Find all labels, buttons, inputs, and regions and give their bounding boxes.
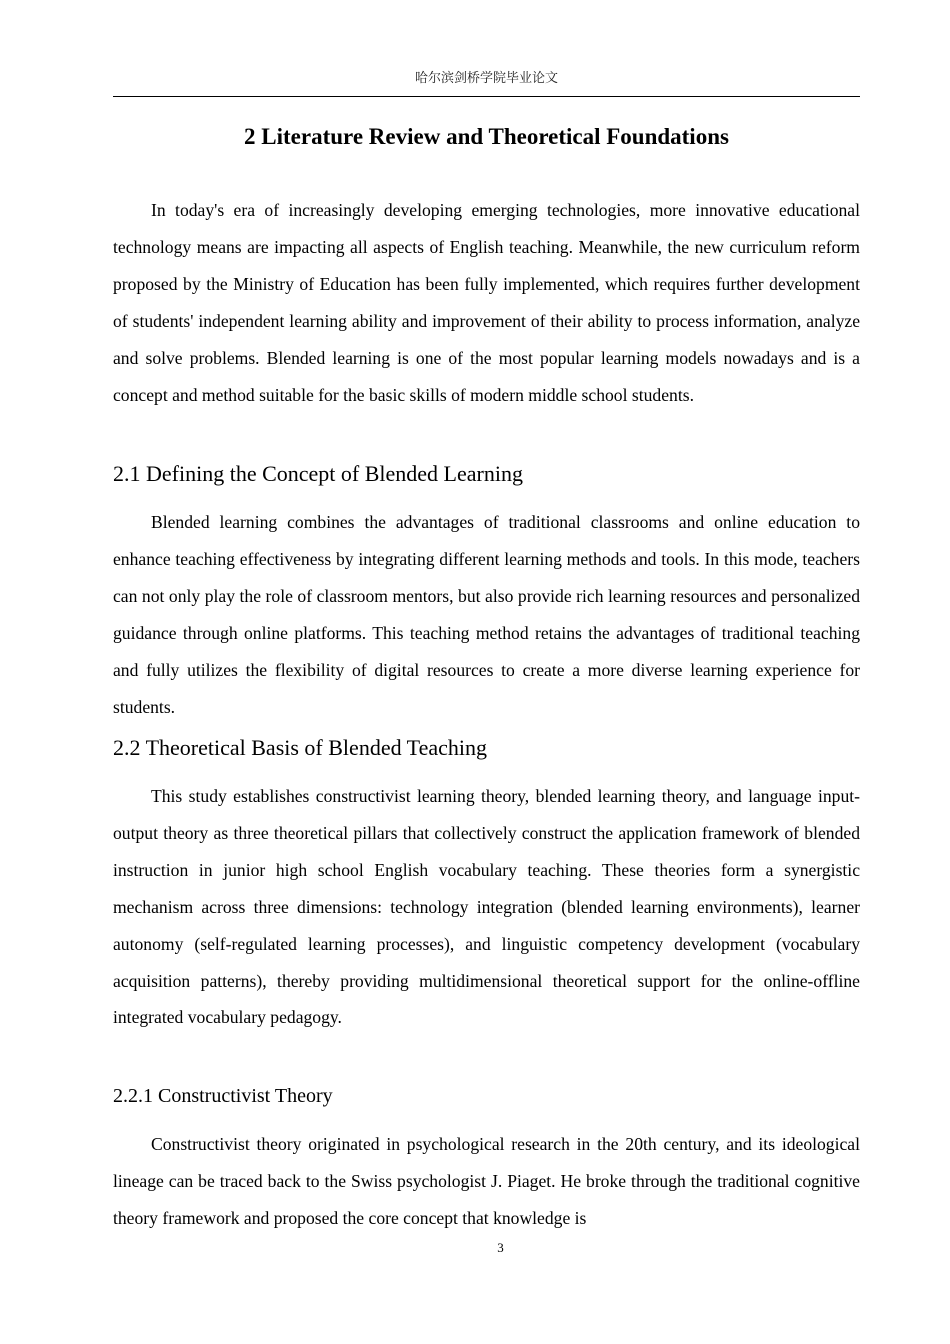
section-2-2-heading: 2.2 Theoretical Basis of Blended Teaching [113,735,487,760]
running-header: 哈尔滨剑桥学院毕业论文 [414,71,558,86]
chapter-intro-paragraph: In today's era of increasingly developing emerging technologies, more innovative educational technology means are impacting all aspects of English teaching. Meanwhile, the new curriculum reform proposed by the Ministry of Education has been fully implemented, which requires further development of students' independent learning ability and improvement of their ability to process information, analyze and solve problems. Blended learning is one of the most popular learning models nowadays and is a concept and method suitable for the basic skills of modern middle school students. [113,200,860,405]
section-2-2-paragraph: This study establishes constructivist learning theory, blended learning theory, and language input-output theory as three theoretical pillars that collectively construct the application framework of blended instruction in junior high school English vocabulary teaching. These theories form a synergistic mechanism across three dimensions: technology integration (blended learning environments), learner autonomy (self-regulated learning processes), and linguistic competency development (vocabulary acquisition patterns), thereby providing multidimensional theoretical support for the online-offline integrated vocabulary pedagogy. [113,786,860,1028]
page-number: 3 [497,1240,504,1255]
chapter-title: 2 Literature Review and Theoretical Foundations [244,124,729,149]
header-divider [113,96,860,97]
section-2-1-heading: 2.1 Defining the Concept of Blended Learning [113,461,523,486]
section-2-2-1-heading: 2.2.1 Constructivist Theory [113,1085,333,1107]
section-2-1-paragraph: Blended learning combines the advantages of traditional classrooms and online education to enhance teaching effectiveness by integrating different learning methods and tools. In this mode, teachers can not only play the role of classroom mentors, but also provide rich learning resources and personalized guidance through online platforms. This teaching method retains the advantages of traditional teaching and fully utilizes the flexibility of digital resources to create a more diverse learning experience for students. [113,512,860,717]
section-2-2-1-paragraph: Constructivist theory originated in psychological research in the 20th century, and its ideological lineage can be traced back to the Swiss psychologist J. Piaget. He broke through the traditional cognitive theory framework and proposed the core concept that knowledge is [113,1134,860,1228]
